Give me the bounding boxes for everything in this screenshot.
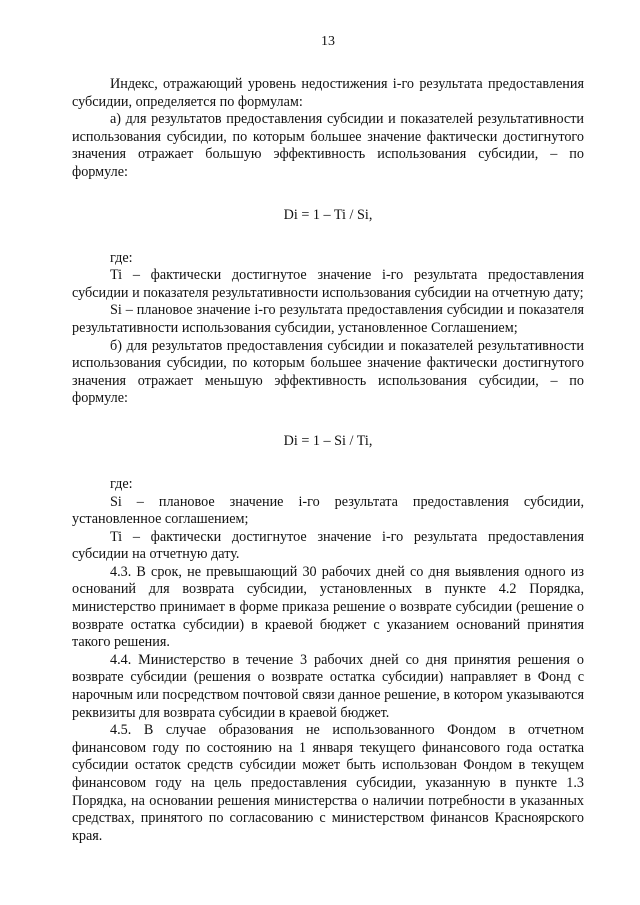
paragraph-4-5: 4.5. В случае образования не использованного Фондом в отчетном финансовом году по состоянию на 1 января текущего финансового года остатка субсидии остаток средств субсидии может быть использован Фондом в текущем финансовом году на цель предоставления субсидии, указанную в пункте 1.3 Порядка, на основании решения министерства о наличии потребности в указанных средствах, принятого по согласованию с министерством финансов Красноярского края. — [72, 722, 584, 844]
intro-paragraph: Индекс, отражающий уровень недостижения i-го результата предоставления субсидии, определяется по формулам: — [72, 76, 584, 110]
where-label-b: где: — [110, 475, 133, 492]
si-definition-a: Si – плановое значение i-го результата предоставления субсидии и показателя результативности использования субсидии, установленное Соглашением; — [72, 302, 584, 336]
si-definition-b: Si – плановое значение i-го результата предоставления субсидии, установленное соглашением; — [72, 493, 584, 528]
page-number: 13 — [321, 34, 335, 49]
ti-definition-a: Ti – фактически достигнутое значение i-го результата предоставления субсидии и показателя результативности использования субсидии на отчетную дату; — [72, 267, 584, 301]
formula-b: Di = 1 – Si / Ti, — [283, 432, 373, 449]
item-a-paragraph: а) для результатов предоставления субсидии и показателей результативности использования субсидии, по которым большее значение фактически достигнутого значения отражает большую эффективность использования субсидии, – по формуле: — [72, 111, 584, 180]
paragraph-4-3: 4.3. В срок, не превышающий 30 рабочих дней со дня выявления одного из оснований для возврата субсидии, установленных в пункте 4.2 Порядка, министерство принимает в форме приказа решение о возврате субсидии (решение о возврате остатка субсидии) в краевой бюджет с указанием оснований принятия такого решения. — [72, 563, 584, 651]
formula-a: Di = 1 – Ti / Si, — [283, 206, 373, 223]
where-label-a: где: — [110, 249, 133, 266]
paragraph-4-4: 4.4. Министерство в течение 3 рабочих дней со дня принятия решения о возврате субсидии (решения о возврате остатка субсидии) направляет в Фонд с нарочным или посредством почтовой связи данное решение, в котором указываются реквизиты для возврата субсидии в краевой бюджет. — [72, 651, 584, 721]
ti-definition-b: Ti – фактически достигнутое значение i-го результата предоставления субсидии на отчетную дату. — [72, 528, 584, 563]
item-b-paragraph: б) для результатов предоставления субсидии и показателей результативности использования субсидии, по которым большее значение фактически достигнутого значения отражает меньшую эффективность использования субсидии, – по формуле: — [72, 337, 584, 407]
